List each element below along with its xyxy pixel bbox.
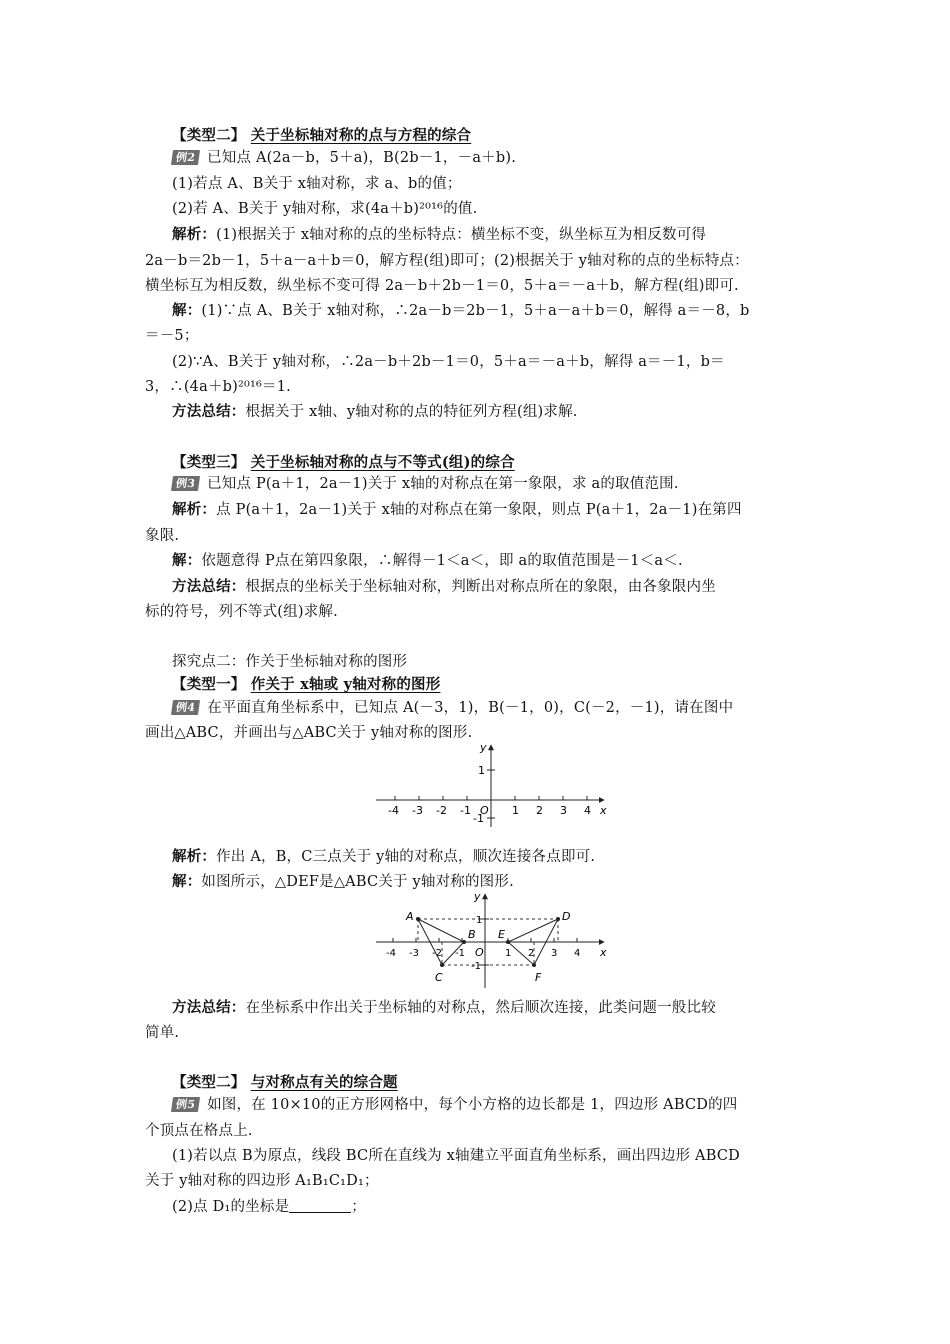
solution-line — [172, 300, 840, 322]
x-tick-label: -2 — [432, 948, 442, 959]
y-tick-1: 1 — [476, 915, 483, 926]
summary-line: 标的符号，列不等式(组)求解. — [145, 604, 338, 620]
question-1: (1)若点 A、B关于 x轴对称，求 a、b的值； — [172, 176, 462, 192]
type-tag: 【类型二】 — [172, 127, 246, 144]
analysis-label: 解析： — [172, 501, 217, 518]
example-line — [172, 473, 840, 495]
type-tag: 【类型一】 — [172, 676, 246, 693]
summary-label: 方法总结： — [172, 403, 246, 420]
summary-text: 根据点的坐标关于坐标轴对称，判断出对称点所在的象限，由各象限内坐 — [245, 579, 716, 595]
solution-text: 如图所示，△DEF是△ABC关于 y轴对称的图形. — [201, 874, 514, 890]
x-tick-label: 2 — [528, 948, 535, 959]
question-2: (2)若 A、B关于 y轴对称，求(4a＋b)²⁰¹⁶的值. — [172, 201, 478, 217]
x-tick-label: -1 — [460, 804, 471, 817]
heading-title: 与对称点有关的综合题 — [250, 1074, 398, 1091]
solution-line: (2)∵A、B关于 y轴对称，∴2a－b＋2b－1＝0，5＋a＝－a＋b，解得 a＝－1，b＝ — [172, 354, 725, 370]
analysis-line: 横坐标互为相反数，纵坐标不变可得 2a－b＋2b－1＝0，5＋a＝－a＋b，解方程(组)即可. — [145, 278, 739, 294]
origin-label: O — [475, 946, 484, 959]
answer-blank[interactable] — [289, 1198, 351, 1213]
example-badge: 例4 — [171, 700, 200, 715]
analysis-text: (1)根据关于 x轴对称的点的坐标特点：横坐标不变，纵坐标互为相反数可得 — [216, 227, 707, 243]
point-f-label: F — [535, 971, 542, 984]
solution-text: (1)∵点 A、B关于 x轴对称，∴2a－b＝2b－1，5＋a－a＋b＝0，解得 a＝－8，b — [201, 303, 750, 319]
summary-label: 方法总结： — [172, 578, 246, 595]
solution-line: 3，∴(4a＋b)²⁰¹⁶＝1. — [145, 379, 291, 395]
summary-label: 方法总结： — [172, 999, 246, 1016]
type-tag: 【类型三】 — [172, 454, 246, 471]
x-axis-label: x — [600, 946, 607, 959]
question-1: 关于 y轴对称的四边形 A₁B₁C₁D₁； — [145, 1173, 379, 1189]
heading-title: 作关于 x轴或 y轴对称的图形 — [250, 676, 441, 693]
example-line: 个顶点在格点上. — [145, 1123, 253, 1139]
example-line — [172, 697, 840, 719]
question-2 — [172, 1196, 840, 1218]
summary-line — [172, 997, 840, 1019]
example-badge: 例5 — [171, 1097, 200, 1112]
heading-title: 关于坐标轴对称的点与方程的综合 — [250, 127, 472, 144]
example-text: 已知点 A(2a－b，5＋a)，B(2b－1，－a＋b). — [207, 150, 517, 166]
section-heading — [172, 452, 840, 474]
solution-label: 解： — [172, 873, 202, 890]
topic-line: 探究点二：作关于坐标轴对称的图形 — [172, 654, 408, 670]
point-e-label: E — [498, 928, 505, 941]
x-axis-label: x — [600, 804, 607, 817]
example-badge: 例3 — [171, 476, 200, 491]
x-tick-label: -1 — [455, 948, 465, 959]
question-text: (2)点 D₁的坐标是 — [172, 1199, 290, 1215]
x-tick-label: 1 — [512, 804, 519, 817]
section-heading — [172, 674, 840, 696]
point-a-label: A — [406, 910, 414, 923]
solution-line: ＝－5； — [145, 328, 199, 344]
section-heading — [172, 125, 840, 147]
example-text: 如图，在 10×10的正方形网格中，每个小方格的边长都是 1，四边形 ABCD的四 — [207, 1097, 738, 1113]
example-text: 已知点 P(a＋1，2a－1)关于 x轴的对称点在第一象限，求 a的取值范围. — [207, 476, 679, 492]
x-tick-label: 4 — [574, 948, 581, 959]
triangles-figure — [372, 890, 612, 990]
question-1: (1)若以点 B为原点，线段 BC所在直线为 x轴建立平面直角坐标系，画出四边形 ABCD — [172, 1148, 740, 1164]
y-tick-neg1: -1 — [473, 812, 484, 825]
analysis-line — [172, 499, 840, 521]
summary-line — [172, 576, 840, 598]
solution-line — [172, 550, 840, 572]
x-tick-label: 4 — [584, 804, 591, 817]
type-tag: 【类型二】 — [172, 1074, 246, 1091]
x-tick-label: -3 — [409, 948, 419, 959]
y-tick-neg1: -1 — [471, 961, 481, 972]
example-line — [172, 1094, 840, 1116]
analysis-line: 象限. — [145, 528, 180, 544]
x-tick-label: -4 — [386, 948, 396, 959]
y-axis-label: y — [474, 890, 481, 903]
analysis-text: 作出 A，B，C三点关于 y轴的对称点，顺次连接各点即可. — [216, 849, 596, 865]
analysis-line: 2a－b＝2b－1，5＋a－a＋b＝0，解方程(组)即可；(2)根据关于 y轴对称的点的坐标特点： — [145, 253, 749, 269]
analysis-line — [172, 224, 840, 246]
example-text: 在平面直角坐标系中，已知点 A(－3，1)，B(－1，0)，C(－2，－1)，请在图中 — [207, 700, 734, 716]
example-line — [172, 147, 840, 169]
heading-title: 关于坐标轴对称的点与不等式(组)的综合 — [250, 454, 515, 471]
coordinate-axes-figure — [372, 741, 612, 829]
x-tick-label: -2 — [436, 804, 447, 817]
summary-text: 在坐标系中作出关于坐标轴的对称点，然后顺次连接，此类问题一般比较 — [245, 1000, 716, 1016]
summary-line: 简单. — [145, 1025, 180, 1041]
solution-label: 解： — [172, 302, 202, 319]
summary-text: 根据关于 x轴、y轴对称的点的特征列方程(组)求解. — [245, 404, 578, 420]
example-line: 画出△ABC，并画出与△ABC关于 y轴对称的图形. — [145, 725, 473, 741]
analysis-text: 点 P(a＋1，2a－1)关于 x轴的对称点在第一象限，则点 P(a＋1，2a－1)在第四 — [216, 502, 742, 518]
summary-line — [172, 401, 840, 423]
analysis-label: 解析： — [172, 226, 217, 243]
y-axis-label: y — [480, 741, 487, 754]
point-b-label: B — [468, 928, 476, 941]
x-tick-label: -4 — [388, 804, 399, 817]
x-tick-label: 3 — [551, 948, 558, 959]
solution-text: 依题意得 P点在第四象限，∴解得－1＜a＜，即 a的取值范围是－1＜a＜. — [201, 553, 683, 569]
x-tick-label: 2 — [536, 804, 543, 817]
analysis-line — [172, 846, 840, 868]
point-c-label: C — [435, 971, 443, 984]
x-tick-label: 1 — [505, 948, 512, 959]
origin-label: O — [480, 804, 489, 817]
point-d-label: D — [562, 910, 571, 923]
analysis-label: 解析： — [172, 848, 217, 865]
section-heading — [172, 1072, 840, 1094]
question-end: ； — [351, 1199, 366, 1215]
solution-label: 解： — [172, 552, 202, 569]
y-tick-1: 1 — [478, 764, 485, 777]
x-tick-label: 3 — [560, 804, 567, 817]
x-tick-label: -3 — [412, 804, 423, 817]
example-badge: 例2 — [171, 150, 200, 165]
